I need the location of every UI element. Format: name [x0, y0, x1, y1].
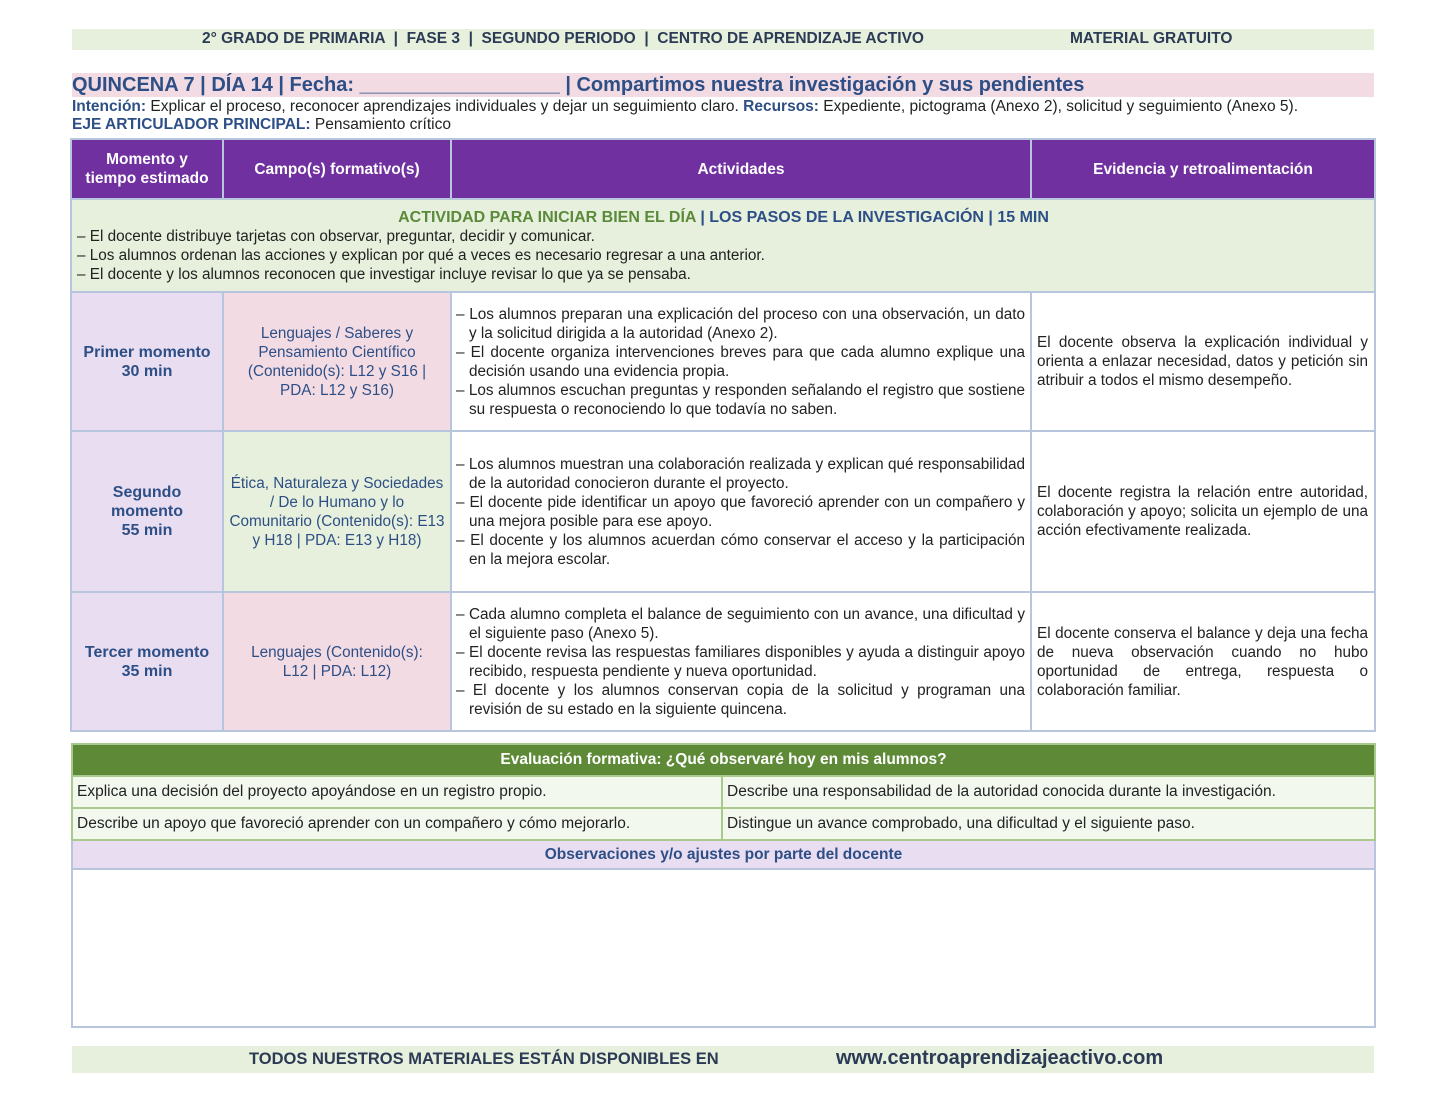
- moment-name: Tercer momento: [84, 643, 210, 661]
- header-evidence: Evidencia y retroalimentación: [1031, 139, 1375, 199]
- evaluation-header-row: [72, 744, 1375, 776]
- start-activity-row: [71, 199, 1375, 292]
- footer-url-link[interactable]: www.centroaprendizajeactivo.com: [836, 1047, 1164, 1069]
- observations-area[interactable]: [72, 869, 1375, 1027]
- moment-name: Segundo momento: [111, 484, 183, 520]
- start-item: – Los alumnos ordenan las acciones y explican por qué a veces es necesario regresar a una anterior.: [77, 247, 765, 264]
- moment-cell: [71, 431, 223, 592]
- resources-label: Recursos:: [743, 98, 819, 115]
- evidence-cell: El docente registra la relación entre autoridad, colaboración y apoyo; solicita un ejemplo de una acción efectivamente realizada.: [1031, 431, 1375, 592]
- intent-label: Intención:: [72, 98, 147, 115]
- evidence-cell: El docente observa la explicación individual y orienta a enlazar necesidad, datos y petición sin atribuir a todos el mismo desempeño.: [1031, 292, 1375, 431]
- table-row: [71, 431, 1375, 592]
- eje-text: Pensamiento crítico: [314, 116, 451, 133]
- activity-item: – El docente pide identificar un apoyo que favoreció aprender con un compañero y una mejora posible para ese apoyo.: [456, 493, 1025, 530]
- moment-time: 30 min: [121, 362, 173, 380]
- start-activity-title: [77, 208, 1370, 227]
- start-activity-title-green: ACTIVIDAD PARA INICIAR BIEN EL DÍA: [398, 209, 696, 226]
- page-title: QUINCENA 7 | DÍA 14 | Fecha: __________________ | Compartimos nuestra investigación y sus pendientes: [72, 73, 1374, 97]
- evaluation-table: [71, 743, 1376, 1028]
- evaluation-item: Describe una responsabilidad de la autoridad conocida durante la investigación.: [722, 776, 1375, 808]
- start-activity-cell: [71, 199, 1375, 292]
- activity-item: – Los alumnos muestran una colaboración realizada y explican qué responsabilidad de la autoridad conocieron durante el proyecto.: [456, 455, 1025, 492]
- campo-cell: [223, 431, 451, 592]
- moment-time: 35 min: [121, 662, 173, 680]
- start-item: – El docente distribuye tarjetas con observar, preguntar, decidir y comunicar.: [77, 228, 595, 245]
- resources-text: Expediente, pictograma (Anexo 2), solicitud y seguimiento (Anexo 5).: [823, 98, 1298, 115]
- moment-time: 55 min: [121, 522, 173, 539]
- eje-line: [72, 115, 451, 134]
- activities-cell: [451, 592, 1031, 731]
- campo-text: Ética, Naturaleza y Sociedades / De lo Humano y lo Comunitario (Contenido(s): E13 y H18 | PDA: E13 y H18): [229, 474, 445, 549]
- free-material-label: MATERIAL GRATUITO: [1070, 30, 1233, 47]
- activity-item: – Cada alumno completa el balance de seguimiento con un avance, una dificultad y el siguiente paso (Anexo 5).: [456, 605, 1025, 642]
- header-moment: Momento y tiempo estimado: [71, 139, 223, 199]
- evaluation-title: Evaluación formativa: ¿Qué observaré hoy en mis alumnos?: [72, 744, 1375, 776]
- table-row: [71, 292, 1375, 431]
- activity-item: – El docente revisa las respuestas familiares disponibles y ayuda a distinguir apoyo recibido, respuesta pendiente y nueva oportunidad.: [456, 643, 1025, 680]
- activity-item: – Los alumnos preparan una explicación del proceso con una observación, un dato y la solicitud dirigida a la autoridad (Anexo 2).: [456, 305, 1025, 342]
- activities-cell: [451, 431, 1031, 592]
- planning-table: [70, 138, 1376, 732]
- eje-label: EJE ARTICULADOR PRINCIPAL:: [72, 116, 311, 133]
- moment-name: Primer momento: [83, 343, 211, 361]
- activity-item: – El docente organiza intervenciones breves para que cada alumno explique una decisión usando una evidencia propia.: [456, 343, 1025, 380]
- start-activity-title-blue: | LOS PASOS DE LA INVESTIGACIÓN | 15 MIN: [695, 209, 1049, 226]
- evaluation-item: Distingue un avance comprobado, una dificultad y el siguiente paso.: [722, 808, 1375, 840]
- header-activities: Actividades: [451, 139, 1031, 199]
- activities-cell: [451, 292, 1031, 431]
- evaluation-row: [72, 776, 1375, 808]
- campo-cell: [223, 292, 451, 431]
- header-campo: Campo(s) formativo(s): [223, 139, 451, 199]
- intent-text: Explicar el proceso, reconocer aprendizajes individuales y dejar un seguimiento claro.: [150, 98, 739, 115]
- activity-item: – Los alumnos escuchan preguntas y responden señalando el registro que sostiene su respuesta o reconociendo lo que todavía no saben.: [456, 381, 1025, 418]
- observations-header-row: [72, 840, 1375, 869]
- campo-cell: [223, 592, 451, 731]
- footer-text: TODOS NUESTROS MATERIALES ESTÁN DISPONIBLES EN: [249, 1050, 719, 1068]
- campo-text: Lenguajes (Contenido(s): L12 | PDA: L12): [251, 643, 423, 680]
- evaluation-item: Explica una decisión del proyecto apoyándose en un registro propio.: [72, 776, 722, 808]
- evaluation-row: [72, 808, 1375, 840]
- activity-item: – El docente y los alumnos acuerdan cómo conservar el acceso y la participación en la mejora escolar.: [456, 531, 1025, 568]
- table-row: [71, 592, 1375, 731]
- evidence-cell: El docente conserva el balance y deja una fecha de nueva observación cuando no hubo oportunidad de entrega, respuesta o colaboración familiar.: [1031, 592, 1375, 731]
- observations-row: [72, 869, 1375, 1027]
- grade-info: 2° GRADO DE PRIMARIA | FASE 3 | SEGUNDO PERIODO | CENTRO DE APRENDIZAJE ACTIVO: [202, 30, 924, 47]
- activity-item: – El docente y los alumnos conservan copia de la solicitud y programan una revisión de su estado en la siguiente quincena.: [456, 681, 1025, 718]
- table-header-row: [71, 139, 1375, 199]
- start-item: – El docente y los alumnos reconocen que investigar incluye revisar lo que ya se pensaba.: [77, 266, 691, 283]
- footer-banner: [72, 1046, 1374, 1073]
- observations-title: Observaciones y/o ajustes por parte del docente: [72, 840, 1375, 869]
- top-banner: [72, 29, 1374, 50]
- moment-cell: [71, 592, 223, 731]
- campo-text: Lenguajes / Saberes y Pensamiento Científico (Contenido(s): L12 y S16 | PDA: L12 y S16): [247, 324, 427, 399]
- evaluation-item: Describe un apoyo que favoreció aprender con un compañero y cómo mejorarlo.: [72, 808, 722, 840]
- moment-cell: [71, 292, 223, 431]
- intent-line: [72, 97, 1382, 116]
